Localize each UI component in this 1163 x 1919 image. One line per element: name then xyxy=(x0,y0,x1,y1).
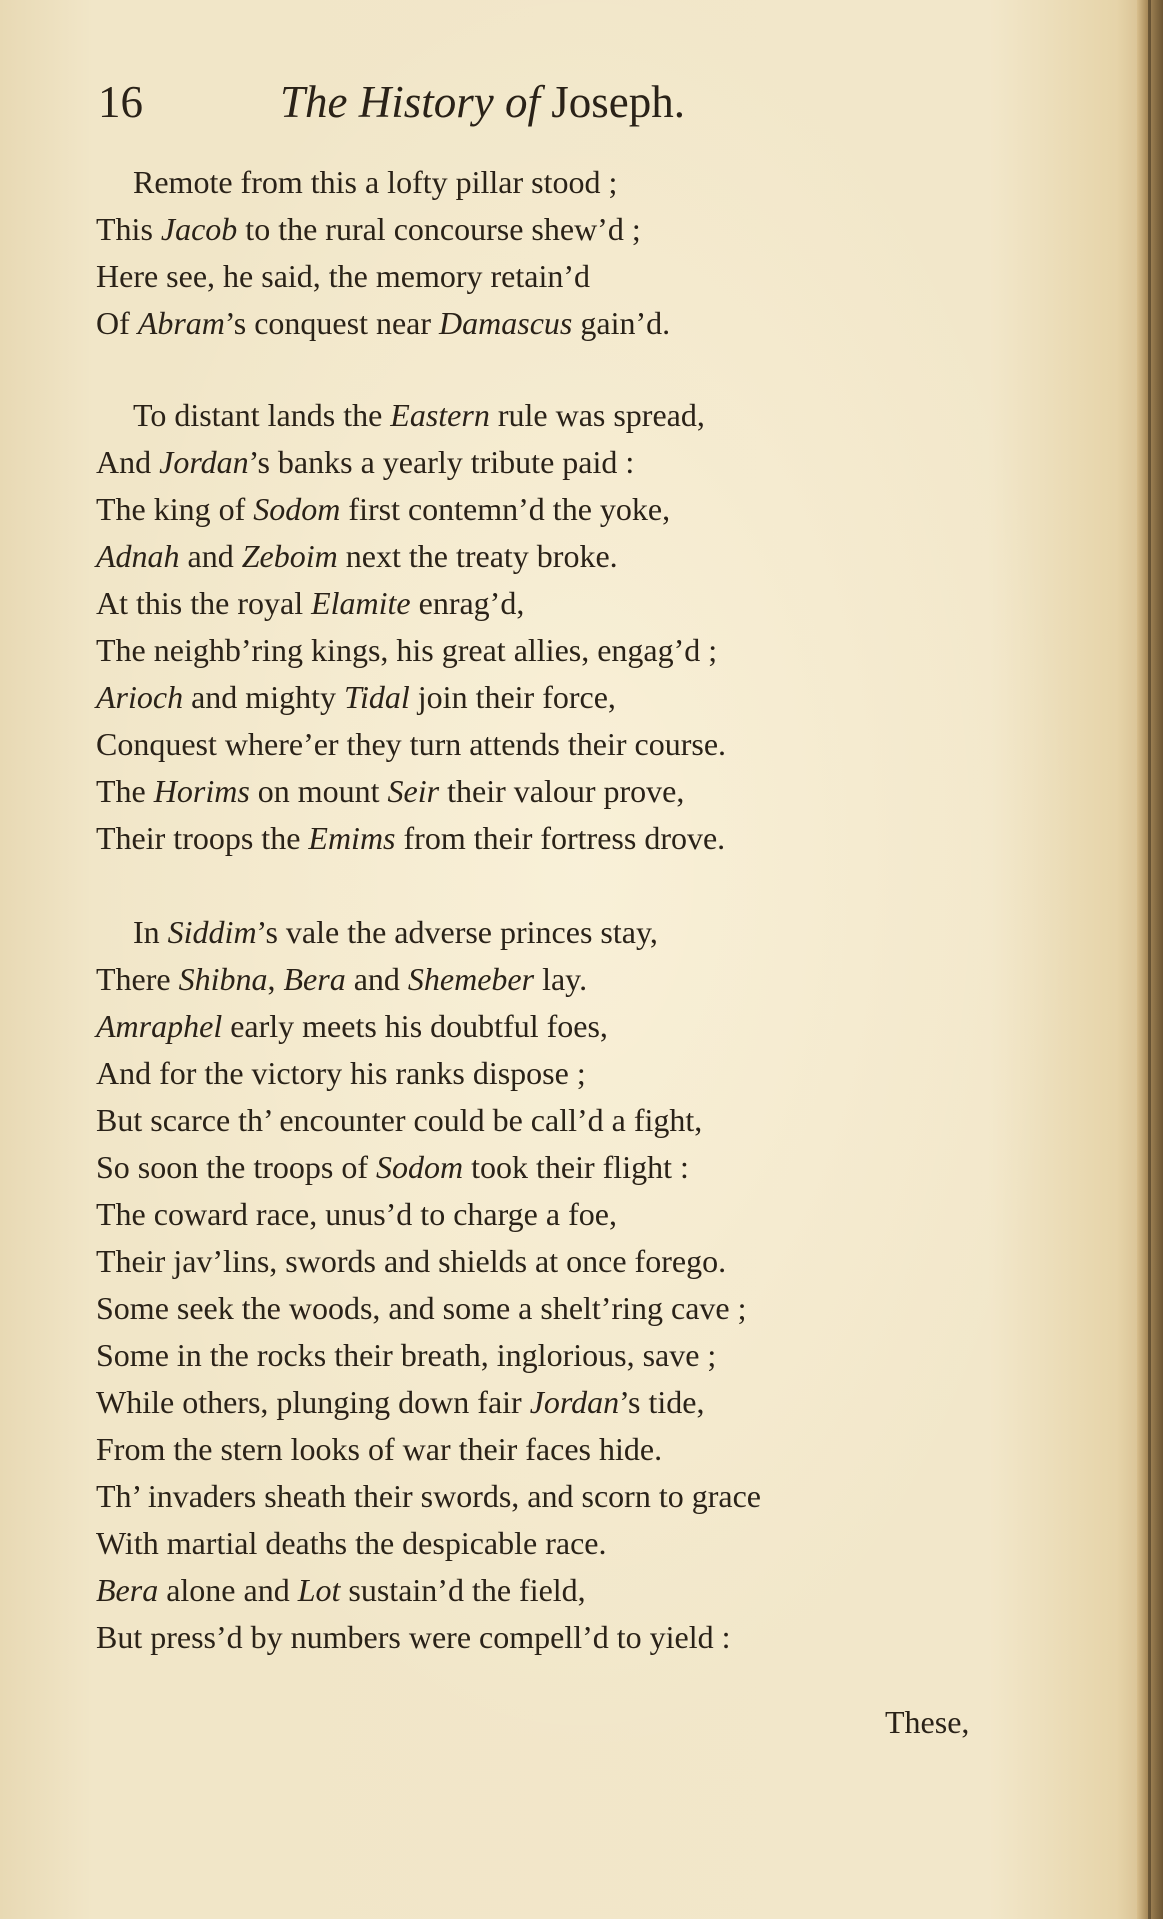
stanza-2 xyxy=(96,392,976,862)
verse-line xyxy=(96,1379,976,1426)
verse-text: on mount xyxy=(249,773,388,809)
verse-text: ’s conquest near xyxy=(224,305,440,341)
verse-text: The king of xyxy=(96,491,254,527)
verse-text: And xyxy=(96,444,160,480)
verse-text: first contemn’d the yoke, xyxy=(340,491,671,527)
verse-line xyxy=(96,674,976,721)
verse-line xyxy=(96,768,976,815)
stanza-3 xyxy=(96,909,976,1661)
verse-text: Remote from this a lofty pillar stood ; xyxy=(133,164,618,200)
running-title-name: Joseph. xyxy=(551,77,686,127)
verse-text: There xyxy=(96,961,179,997)
verse-line xyxy=(96,1144,976,1191)
proper-name: Zeboim xyxy=(241,538,338,574)
proper-name: Amraphel xyxy=(96,1008,223,1044)
verse-text: and xyxy=(179,538,242,574)
proper-name: Damascus xyxy=(439,305,573,341)
verse-line xyxy=(96,392,976,439)
verse-line xyxy=(96,439,976,486)
verse-line xyxy=(96,1285,976,1332)
proper-name: Shemeber xyxy=(407,961,535,997)
verse-line xyxy=(96,206,976,253)
verse-text: But scarce th’ encounter could be call’d a fight, xyxy=(96,1102,703,1138)
proper-name: Lot xyxy=(297,1572,341,1608)
verse-line xyxy=(96,1520,976,1567)
verse-line xyxy=(96,1332,976,1379)
verse-text: gain’d. xyxy=(572,305,671,341)
verse-line xyxy=(96,486,976,533)
verse-text: The coward race, unus’d to charge a foe, xyxy=(96,1196,617,1232)
verse-text: their valour prove, xyxy=(439,773,685,809)
page-header xyxy=(98,72,798,132)
verse-line xyxy=(96,1473,976,1520)
verse-text: to the rural concourse shew’d ; xyxy=(237,211,641,247)
proper-name: Eastern xyxy=(390,397,490,433)
verse-line xyxy=(96,1238,976,1285)
verse-line xyxy=(96,1614,976,1661)
verse-text: join their force, xyxy=(409,679,616,715)
proper-name: Abram xyxy=(137,305,225,341)
verse-text: ’s tide, xyxy=(619,1384,705,1420)
verse-text: Of xyxy=(96,305,138,341)
verse-text: rule was spread, xyxy=(489,397,705,433)
proper-name: Tidal xyxy=(343,679,410,715)
verse-line xyxy=(96,1191,976,1238)
verse-line xyxy=(96,1426,976,1473)
verse-line xyxy=(96,533,976,580)
verse-line xyxy=(96,580,976,627)
verse-text: The xyxy=(96,773,154,809)
verse-line xyxy=(96,956,976,1003)
verse-text: took their flight : xyxy=(463,1149,689,1185)
verse-text: To distant lands the xyxy=(133,397,391,433)
verse-text: Their troops the xyxy=(96,820,309,856)
verse-text: and xyxy=(345,961,408,997)
verse-text: , xyxy=(267,961,284,997)
proper-name: Siddim xyxy=(167,914,257,950)
stanza-1 xyxy=(96,159,976,347)
proper-name: Sodom xyxy=(253,491,341,527)
proper-name: Horims xyxy=(153,773,250,809)
proper-name: Bera xyxy=(283,961,346,997)
verse-text: enrag’d, xyxy=(410,585,525,621)
proper-name: Adnah xyxy=(96,538,180,574)
verse-text: And for the victory his ranks dispose ; xyxy=(96,1055,586,1091)
verse-text: sustain’d the field, xyxy=(340,1572,586,1608)
proper-name: Arioch xyxy=(96,679,184,715)
proper-name: Emims xyxy=(308,820,396,856)
verse-line xyxy=(96,1050,976,1097)
verse-text: ’s vale the adverse princes stay, xyxy=(256,914,658,950)
verse-line xyxy=(96,1097,976,1144)
proper-name: Sodom xyxy=(376,1149,464,1185)
verse-text: Here see, he said, the memory retain’d xyxy=(96,258,591,294)
verse-text: But press’d by numbers were compell’d to yield : xyxy=(96,1619,731,1655)
verse-text: Some in the rocks their breath, inglorious, save ; xyxy=(96,1337,717,1373)
verse-text: early meets his doubtful foes, xyxy=(222,1008,608,1044)
verse-text: Some seek the woods, and some a shelt’ring cave ; xyxy=(96,1290,747,1326)
verse-line xyxy=(96,1567,976,1614)
proper-name: Jordan xyxy=(529,1384,620,1420)
verse-text: This xyxy=(96,211,161,247)
proper-name: Bera xyxy=(96,1572,159,1608)
binding-edge xyxy=(1148,0,1151,1919)
verse-line xyxy=(96,300,976,347)
verse-text: alone and xyxy=(158,1572,298,1608)
verse-text: next the treaty broke. xyxy=(337,538,618,574)
catchword: These, xyxy=(885,1704,970,1740)
proper-name: Jacob xyxy=(160,211,238,247)
verse-text: Th’ invaders sheath their swords, and scorn to grace xyxy=(96,1478,761,1514)
verse-text: ’s banks a yearly tribute paid : xyxy=(248,444,635,480)
verse-text: Conquest where’er they turn attends their course. xyxy=(96,726,727,762)
verse-line xyxy=(96,253,976,300)
verse-text: In xyxy=(133,914,168,950)
running-title-italic: The History of xyxy=(280,77,541,127)
verse-line xyxy=(96,159,976,206)
proper-name: Seir xyxy=(387,773,440,809)
verse-text: from their fortress drove. xyxy=(395,820,726,856)
verse-line xyxy=(96,721,976,768)
proper-name: Elamite xyxy=(311,585,411,621)
page-number: 16 xyxy=(98,77,143,127)
verse-text: At this the royal xyxy=(96,585,312,621)
verse-text: and mighty xyxy=(183,679,344,715)
verse-line xyxy=(96,1003,976,1050)
verse-text: From the stern looks of war their faces hide. xyxy=(96,1431,663,1467)
verse-text: With martial deaths the despicable race. xyxy=(96,1525,607,1561)
verse-line xyxy=(96,627,976,674)
verse-text: So soon the troops of xyxy=(96,1149,376,1185)
verse-text: While others, plunging down fair xyxy=(96,1384,530,1420)
verse-text: Their jav’lins, swords and shields at once forego. xyxy=(96,1243,727,1279)
verse-line xyxy=(96,815,976,862)
verse-line xyxy=(96,909,976,956)
proper-name: Shibna xyxy=(178,961,268,997)
running-title xyxy=(280,72,685,132)
verse-text: The neighb’ring kings, his great allies, engag’d ; xyxy=(96,632,718,668)
verse-text: lay. xyxy=(534,961,588,997)
proper-name: Jordan xyxy=(159,444,249,480)
